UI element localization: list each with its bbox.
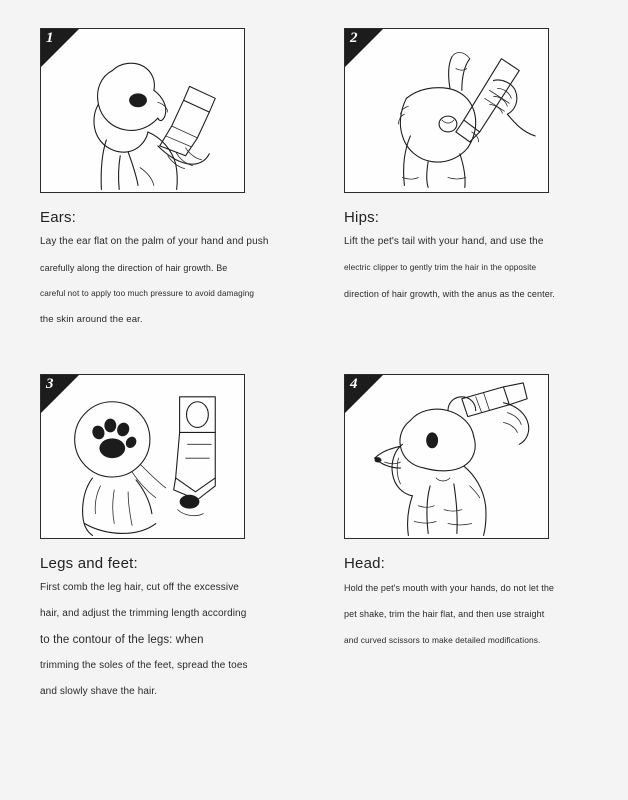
step-text-head [344,582,588,646]
figure-ears [40,28,245,193]
step-text-line: Hold the pet's mouth with your hands, do not let the [344,583,555,593]
figure-head [344,374,549,539]
step-text-line: to the contour of the legs: when [40,634,204,646]
step-text-legs-and-feet [40,582,284,698]
step-card-head [344,374,588,712]
step-text-line: hair, and adjust the trimming length according [40,608,247,619]
step-heading-hips: Hips: [344,209,380,226]
step-heading-head: Head: [344,555,386,572]
step-text-line: and curved scissors to make detailed modifications. [344,635,541,645]
step-text-line: Lift the pet's tail with your hand, and use the [344,236,544,247]
step-card-ears [40,28,284,340]
step-text-line: Lay the ear flat on the palm of your hand and push [40,236,269,247]
step-text-line: direction of hair growth, with the anus as the center. [344,289,556,299]
step-number: 1 [46,30,54,46]
step-text-line: careful not to apply too much pressure to avoid damaging [40,289,255,298]
step-text-line: electric clipper to gently trim the hair in the opposite [344,263,537,272]
figure-legs-and-feet [40,374,245,539]
step-text-line: pet shake, trim the hair flat, and then use straight [344,609,545,619]
step-text-line: trimming the soles of the feet, spread the toes [40,660,248,671]
step-number: 4 [350,376,358,392]
step-number: 3 [46,376,54,392]
step-card-hips [344,28,588,340]
steps-grid [40,28,588,712]
step-heading-ears: Ears: [40,209,77,226]
step-text-line: First comb the leg hair, cut off the excessive [40,582,239,593]
step-text-line: carefully along the direction of hair growth. Be [40,263,228,273]
step-heading-legs-and-feet: Legs and feet: [40,555,138,572]
step-text-hips [344,236,588,300]
figure-hips [344,28,549,193]
step-text-line: the skin around the ear. [40,314,143,325]
step-text-ears [40,236,284,326]
step-number: 2 [350,30,358,46]
step-text-line: and slowly shave the hair. [40,686,158,697]
step-card-legs-and-feet [40,374,284,712]
